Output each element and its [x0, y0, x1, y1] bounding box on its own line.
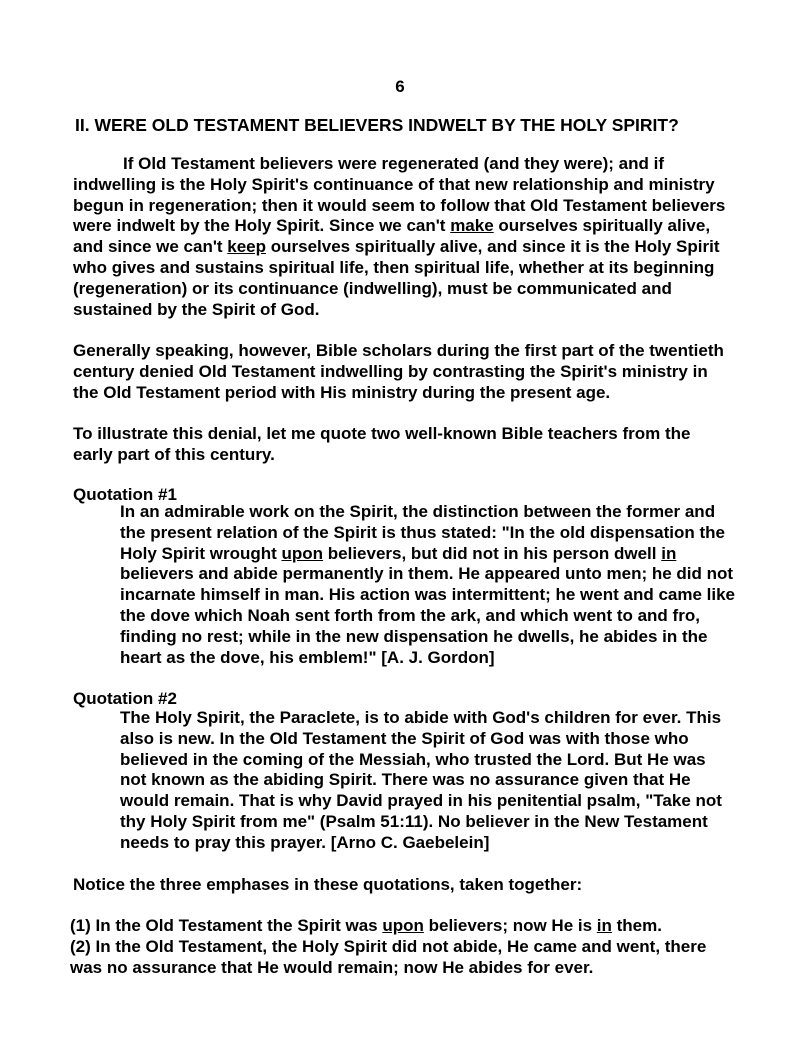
section-heading: II. WERE OLD TESTAMENT BELIEVERS INDWELT BY THE HOLY SPIRIT?	[75, 115, 679, 135]
page-number: 6	[395, 77, 405, 96]
underlined-in: in	[661, 543, 677, 563]
list-item-2: (2) In the Old Testament, the Holy Spirit did not abide, He came and went, there was no assurance that He would remain; now He abides for ever.	[70, 936, 707, 977]
quotation-1-text-c: believers and abide permanently in them. He appeared unto men; he did not incarnate himself in man. His action was intermittent; he went and came like the dove which Noah sent forth from the ark, and which went to and fro, finding no rest; while in the new dispensation he dwells, he abides in the heart as the dove, his emblem!" [A. J. Gordon]	[120, 564, 735, 667]
paragraph-4: Notice the three emphases in these quotations, taken together:	[73, 875, 583, 894]
underlined-upon: upon	[281, 543, 324, 563]
list-item-1-underlined-upon: upon	[382, 916, 424, 935]
list-item-1-text-b: believers; now He is	[423, 916, 597, 935]
list-item-1-underlined-in: in	[596, 916, 612, 935]
emphases-list	[70, 916, 740, 978]
list-item-1	[70, 916, 740, 937]
paragraph-1-text-c: ourselves spiritually alive, and since it is the Holy Spirit who gives and sustains spiritual life, then spiritual life, whether at its beginning (regeneration) or its continuance (indwelling), must be communicated and sustained by the Spirit of God.	[73, 237, 720, 319]
list-item-1-text-c: them.	[611, 916, 662, 935]
paragraph-1-text-a: If Old Testament believers were regenerated (and they were); and if indwelling is the Holy Spirit's continuance of that new relationship and ministry begun in regeneration; then it would seem to follow that Old Testament believers were indwelt by the Holy Spirit. Since we can't	[73, 154, 726, 236]
paragraph-2: Generally speaking, however, Bible scholars during the first part of the twentieth century denied Old Testament indwelling by contrasting the Spirit's ministry in the Old Testament period with His ministry during the present age.	[73, 341, 724, 402]
quotation-1-text-b: believers, but did not in his person dwell	[323, 543, 662, 563]
quotation-1-text-a: In an admirable work on the Spirit, the distinction between the former and the present relation of the Spirit is thus stated: "In the old dispensation the Holy Spirit wrought	[120, 502, 726, 563]
list-item-1-text-a: (1) In the Old Testament the Spirit was	[70, 916, 383, 935]
underlined-make: make	[450, 216, 494, 236]
underlined-keep: keep	[227, 237, 267, 257]
quotation-1-text	[120, 502, 735, 668]
paragraph-3: To illustrate this denial, let me quote two well-known Bible teachers from the early part of this century.	[73, 424, 691, 464]
quotation-1-label: Quotation #1	[73, 485, 177, 504]
quotation-2-label: Quotation #2	[73, 689, 177, 708]
quotation-2-text: The Holy Spirit, the Paraclete, is to abide with God's children for ever. This also is new. In the Old Testament the Spirit of God was with those who believed in the coming of the Messiah, who trusted the Lord. But He was not known as the abiding Spirit. There was no assurance given that He would remain. That is why David prayed in his penitential psalm, "Take not thy Holy Spirit from me" (Psalm 51:11). No believer in the New Testament needs to pray this prayer. [Arno C. Gaebelein]	[120, 708, 722, 852]
paragraph-1-text-b: ourselves spiritually alive, and since we can't	[73, 216, 711, 257]
paragraph-1	[73, 154, 733, 320]
